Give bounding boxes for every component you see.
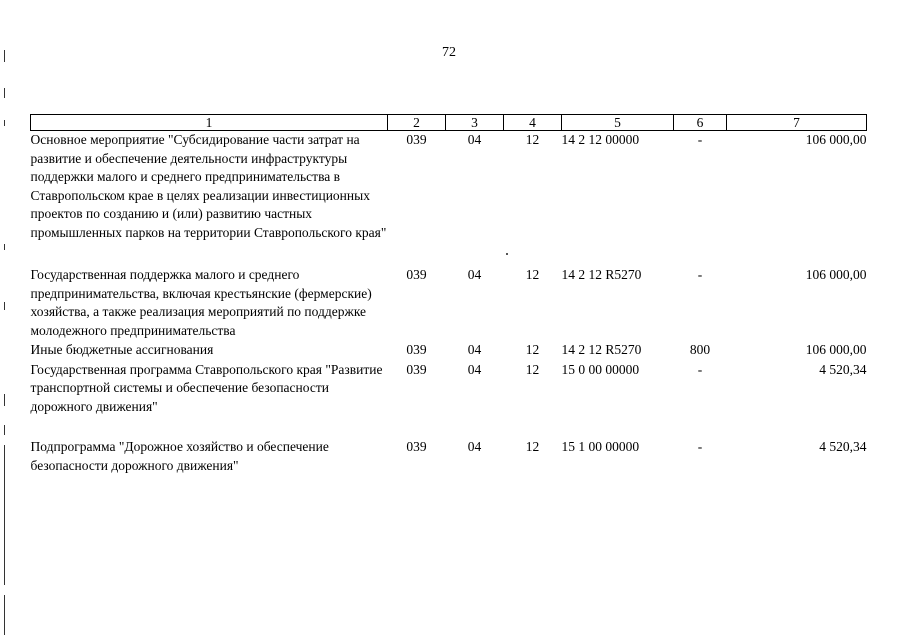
- table-row: [31, 361, 867, 439]
- scan-edge-mark: [4, 445, 5, 585]
- budget-table: [30, 114, 867, 475]
- row-amount: 4 520,34: [819, 439, 867, 454]
- scan-speck: [506, 253, 508, 255]
- row-section-code: 04: [467, 132, 482, 147]
- row-subsection-code: 12: [525, 267, 540, 282]
- table-row: [31, 131, 867, 267]
- row-expense-type: -: [697, 361, 703, 377]
- scan-edge-mark: [4, 595, 5, 635]
- column-header: 2: [388, 115, 446, 131]
- column-header: 5: [562, 115, 674, 131]
- table-row: [31, 438, 867, 475]
- row-expense-type: -: [697, 439, 703, 454]
- row-subsection-code: 12: [525, 132, 540, 147]
- row-target-article: 14 2 12 00000: [561, 132, 640, 147]
- row-section-code: 04: [467, 439, 482, 454]
- row-expense-type: -: [697, 132, 703, 147]
- row-subsection-code: 12: [525, 342, 540, 357]
- scan-edge-mark: [4, 244, 5, 250]
- column-header: 6: [674, 115, 727, 131]
- row-section-code: 04: [467, 342, 482, 357]
- row-ministry-code: 039: [406, 342, 427, 357]
- scan-edge-mark: [4, 425, 5, 435]
- column-header: 1: [31, 115, 388, 131]
- column-header: 7: [727, 115, 867, 131]
- row-name: Иные бюджетные ассигнования: [30, 342, 214, 357]
- row-section-code: 04: [467, 267, 482, 282]
- table-header-row: [31, 115, 867, 131]
- row-amount: 4 520,34: [819, 361, 867, 377]
- row-subsection-code: 12: [525, 439, 540, 454]
- scan-edge-mark: [4, 120, 5, 126]
- row-subsection-code: 12: [525, 361, 540, 377]
- row-expense-type: -: [697, 267, 703, 282]
- scan-edge-mark: [4, 394, 5, 406]
- row-name: Государственная поддержка малого и среднего предпринимательства, включая крестьянские (фермерские) хозяйства, а также реализация мероприятий по поддержке молодежного предпринимательства: [30, 267, 372, 338]
- row-amount: 106 000,00: [805, 132, 867, 147]
- scan-edge-mark: [4, 302, 5, 310]
- row-ministry-code: 039: [406, 439, 427, 454]
- table-row: [31, 266, 867, 341]
- row-ministry-code: 039: [406, 132, 427, 147]
- row-section-code: 04: [467, 361, 482, 377]
- row-ministry-code: 039: [406, 361, 427, 377]
- row-name: Подпрограмма "Дорожное хозяйство и обеспечение безопасности дорожного движения": [30, 439, 329, 473]
- row-target-article: 15 0 00 00000: [561, 361, 640, 377]
- row-amount: 106 000,00: [805, 342, 867, 357]
- row-target-article: 14 2 12 R5270: [561, 342, 642, 357]
- column-header: 3: [446, 115, 504, 131]
- row-amount: 106 000,00: [805, 267, 867, 282]
- row-target-article: 14 2 12 R5270: [561, 267, 642, 282]
- row-name: Основное мероприятие "Субсидирование части затрат на развитие и обеспечение деятельности инфраструктуры поддержки малого и среднего предпринимательства в Ставропольском крае в целях реализации инвестиционных проектов по созданию и (или) развитию частных промышленных парков на территории Ставропольского края": [30, 132, 387, 240]
- scan-edge-mark: [4, 88, 5, 98]
- row-name: Государственная программа Ставропольского края "Развитие транспортной системы и обеспечение безопасности дорожного движения": [30, 361, 383, 414]
- row-target-article: 15 1 00 00000: [561, 439, 640, 454]
- column-header: 4: [504, 115, 562, 131]
- row-expense-type: 800: [689, 342, 711, 357]
- page-number: 72: [442, 45, 456, 60]
- table-row: [31, 341, 867, 361]
- row-ministry-code: 039: [406, 267, 427, 282]
